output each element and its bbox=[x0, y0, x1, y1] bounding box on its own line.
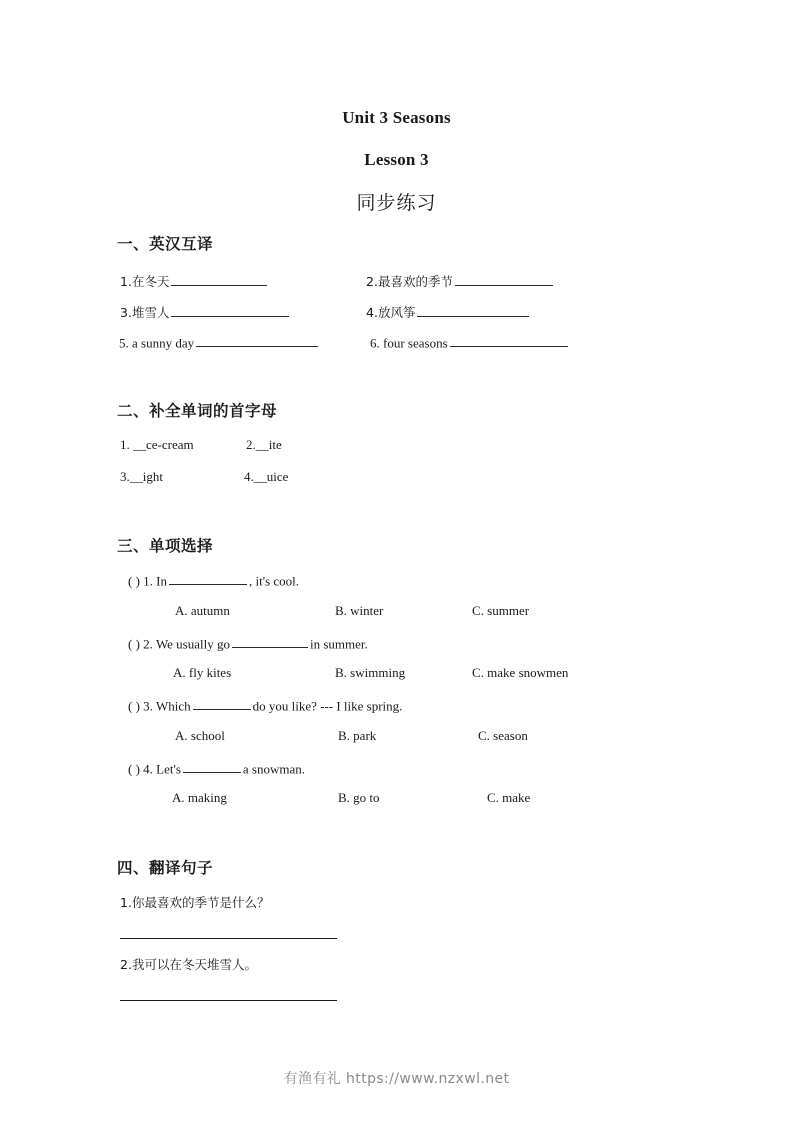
answer-blank[interactable] bbox=[455, 273, 553, 286]
section4-item-1 bbox=[120, 896, 269, 910]
section3-q2-option-b[interactable]: B. swimming bbox=[335, 665, 406, 680]
page-title-lesson: Lesson 3 bbox=[364, 150, 429, 169]
section1-item-1 bbox=[120, 273, 269, 289]
section3-q1-option-b[interactable]: B. winter bbox=[335, 603, 384, 618]
item-number: 1. bbox=[120, 895, 132, 910]
section1-item-5 bbox=[119, 334, 320, 351]
answer-blank[interactable] bbox=[171, 273, 267, 286]
section-heading-4: 四、翻译句子 bbox=[117, 859, 214, 877]
item-number: 1. bbox=[120, 273, 132, 289]
section-heading-1: 一、英汉互译 bbox=[117, 235, 214, 253]
question-stem-tail: in summer. bbox=[310, 636, 368, 652]
answer-bracket[interactable]: ( ) bbox=[128, 698, 140, 714]
item-text[interactable]: __ite bbox=[255, 437, 282, 452]
page-subtitle: 同步练习 bbox=[356, 192, 437, 214]
section3-question-1 bbox=[128, 572, 299, 589]
question-stem-tail: do you like? --- I like spring. bbox=[252, 698, 403, 714]
section3-question-2 bbox=[128, 635, 368, 652]
item-text: four seasons bbox=[383, 335, 448, 351]
answer-bracket[interactable]: ( ) bbox=[128, 636, 140, 652]
item-text: 堆雪人 bbox=[131, 304, 170, 320]
footer-watermark: 有渔有礼 https://www.nzxwl.net bbox=[283, 1071, 510, 1087]
answer-blank[interactable] bbox=[171, 304, 289, 317]
item-number: 3. bbox=[120, 469, 130, 484]
section3-q3-option-c[interactable]: C. season bbox=[478, 728, 528, 743]
section2-item-4 bbox=[244, 470, 288, 484]
section2-item-2 bbox=[246, 438, 282, 452]
question-number: 3. bbox=[143, 698, 153, 714]
answer-blank[interactable] bbox=[193, 697, 251, 710]
item-text: 最喜欢的季节 bbox=[377, 273, 453, 289]
item-text: 在冬天 bbox=[131, 273, 170, 289]
question-number: 4. bbox=[143, 761, 153, 777]
question-stem: We usually go bbox=[155, 636, 230, 652]
item-text[interactable]: __ight bbox=[129, 469, 163, 484]
item-text[interactable]: __ce-cream bbox=[133, 437, 194, 452]
translation-answer-line-1[interactable] bbox=[120, 938, 337, 939]
item-number: 5. bbox=[119, 335, 129, 351]
item-text: 我可以在冬天堆雪人。 bbox=[131, 957, 257, 972]
item-text: 你最喜欢的季节是什么？ bbox=[131, 895, 270, 910]
section3-q3-option-b[interactable]: B. park bbox=[338, 728, 377, 743]
question-stem: Let's bbox=[156, 761, 181, 777]
section1-item-2 bbox=[366, 273, 555, 289]
section3-q3-option-a[interactable]: A. school bbox=[175, 728, 225, 743]
answer-blank[interactable] bbox=[183, 760, 241, 773]
answer-blank[interactable] bbox=[169, 572, 247, 585]
section3-q2-option-a[interactable]: A. fly kites bbox=[173, 665, 232, 680]
section3-q1-option-c[interactable]: C. summer bbox=[472, 603, 530, 618]
section3-q4-option-c[interactable]: C. make bbox=[487, 790, 531, 805]
item-text: 放风筝 bbox=[377, 304, 416, 320]
item-number: 1. bbox=[120, 437, 130, 452]
answer-blank[interactable] bbox=[417, 304, 529, 317]
section3-q4-option-a[interactable]: A. making bbox=[172, 790, 227, 805]
section2-item-1 bbox=[120, 438, 194, 452]
item-text[interactable]: __uice bbox=[253, 469, 289, 484]
section-heading-2: 二、补全单词的首字母 bbox=[117, 402, 278, 420]
question-number: 1. bbox=[143, 573, 153, 589]
item-number: 3. bbox=[120, 304, 132, 320]
question-stem-tail: , it's cool. bbox=[249, 573, 300, 589]
question-number: 2. bbox=[143, 636, 153, 652]
question-stem: Which bbox=[155, 698, 191, 714]
item-number: 6. bbox=[370, 335, 380, 351]
section1-item-4 bbox=[366, 304, 531, 320]
translation-answer-line-2[interactable] bbox=[120, 1000, 337, 1001]
section3-question-4 bbox=[128, 760, 305, 777]
section-heading-3: 三、单项选择 bbox=[117, 537, 214, 555]
item-number: 2. bbox=[120, 957, 132, 972]
item-number: 2. bbox=[246, 437, 256, 452]
answer-blank[interactable] bbox=[196, 334, 318, 347]
question-stem-tail: a snowman. bbox=[242, 761, 306, 777]
question-stem: In bbox=[156, 573, 168, 589]
section3-q2-option-c[interactable]: C. make snowmen bbox=[472, 665, 569, 680]
section3-q4-option-b[interactable]: B. go to bbox=[338, 790, 380, 805]
answer-bracket[interactable]: ( ) bbox=[128, 761, 140, 777]
answer-blank[interactable] bbox=[232, 635, 308, 648]
section2-item-3 bbox=[120, 470, 163, 484]
page-title-unit: Unit 3 Seasons bbox=[342, 108, 451, 127]
section3-question-3 bbox=[128, 697, 402, 714]
section3-q1-option-a[interactable]: A. autumn bbox=[175, 603, 230, 618]
answer-blank[interactable] bbox=[450, 334, 568, 347]
item-number: 4. bbox=[244, 469, 254, 484]
answer-bracket[interactable]: ( ) bbox=[128, 573, 140, 589]
item-text: a sunny day bbox=[132, 335, 195, 351]
item-number: 4. bbox=[366, 304, 378, 320]
section1-item-6 bbox=[370, 334, 570, 351]
section4-item-2 bbox=[120, 958, 257, 972]
section1-item-3 bbox=[120, 304, 291, 320]
item-number: 2. bbox=[366, 273, 378, 289]
